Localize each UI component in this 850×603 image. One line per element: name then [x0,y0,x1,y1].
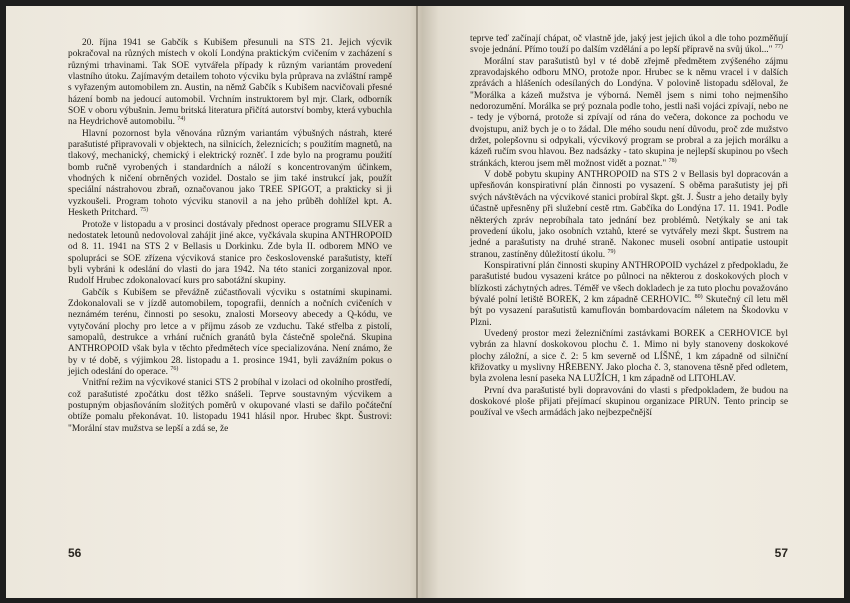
footnote-ref: 80) [694,293,703,300]
paragraph: teprve teď začínají chápat, oč vlastně jde, jaký jest jejich úkol a dle toho pozměňují svoje jednání. Přímo touží po dalším vzdělání a po lepší přípravě na svůj úkol..." $^{77)}$ [470,34,788,56]
right-page-text [470,34,788,420]
left-page-text [68,38,392,435]
page-number: 56 [68,546,82,560]
paragraph: Konspirativní plán činnosti skupiny ANTHROPOID vycházel z předpokladu, že parašutisté budou vysazeni krátce po půlnoci na některou z doskokových ploch v blízkosti záchytných adres. Téměř ve všech dokladech je za tuto plochu považováno bývalé polní letiště BOREK, 2 km západně CERHOVIC. $^{80)}$ Skutečný cíl letu měl být po vysazení parašutistů kamuflován bombardovacím náletem na Škodovku v Plzni. [470,260,789,328]
paragraph: 20. října 1941 se Gabčík s Kubišem přesunuli na STS 21. Jejich výcvik pokračoval na různých místech v okolí Londýna praktickým cvičením v zacházení s různými trhavinami. Tak SOE vytvářela případy k různým variantám provedení vlastního útoku. Zajímavým detailem tohoto výcviku byla průprava na zvláštní rampě s vyřazeným automobilem zn. Austin, na němž Gabčík s Kubišem nacvičovali přesné házení bomb na jedoucí automobil. Vrchním instruktorem byl mjr. Clark, odborník SOE v oboru výbušnin. Jemu britská literatura přičítá autorství bomby, která vybuchla na Heydrichově automobilu. $^{74)}$ [68,38,392,128]
footnote-ref: 79) [607,248,616,255]
paragraph: Uvedený prostor mezi železničními zastávkami BOREK a CERHOVICE byl vybrán za hlavní doskokovou plochu č. 1. Mimo ni byly stanoveny doskokové plochy záložní, a sice č. 2: 5 km severně od LÍŠNÉ, 1 km západně od silniční křižovatky u myslivny HŘEBENY. Jako plocha č. 3, stanovena těsně před odletem, byla zvolena lesní paseka NA LUŽÍCH, 1 km západně od LITOHLAV. [470,328,788,385]
paragraph: První dva parašutisté byli dopravováni do vlasti s předpokladem, že budou na doskokové ploše přijati přejímací skupinou organizace PIRUN. Tento princip se používal ve všech armádách jako nejbezpečnější [470,385,788,419]
left-page [6,6,422,598]
paragraph: Gabčík s Kubišem se převážně zúčastňovali výcviku s ostatními skupinami. Zdokonalovali se v jízdě automobilem, topografii, denních a nočních cvičeních v neznámém terénu, činnosti po sesoku, znalosti Morseovy abecedy a Q-kódu, ve vytyčování plochy pro letce a v příjmu zásob ze vzduchu. Také střelba z pistolí, samopalů, destrukce a vrhání ručních granátů byla částečně společná. Skupina ANTHROPOID však byla v těchto předmětech více specializována. Není známo, že by v té době, s výjimkou 28. listopadu a 1. prosince 1941, byli zavážním pokus o jejich odeslání do operace. $^{76)}$ [68,287,392,377]
footnote-ref: 78) [668,157,677,164]
footnote-ref: 74) [177,116,186,123]
paragraph: Morální stav parašutistů byl v té době zřejmě předmětem zvýšeného zájmu zpravodajského odboru MNO, protože npor. Hrubec se k němu vracel i v dalších zprávách a hlášeních odesílaných do Londýna. V polovině listopadu sděloval, že "Morálka a kázeň mužstva je výborná. Neměl jsem s nimi toho nejmenšího nedorozumění. Morálka se prý poznala podle toho, jestli naši vojáci zpívají, nebo ne - tedy je výborná, protože si zpívají od rána do večera, dokonce za pochodu ve dvojstupu, aniž bych je o to žádal. Dle mého soudu není důvodu, proč zde mužstvo držet, polepšovnu si odpykali, výcvikový program se probral a za jejich morálku a kázeň ručím svou hlavou. Bez nadsázky - tato skupina je nejlepší skupinou po všech stránkách, kterou jsem měl možnost vidět a poznat." $^{78)}$ [470,56,788,169]
book-gutter [416,6,418,598]
footnote-ref: 75) [140,207,149,214]
footnote-ref: 76) [170,365,179,372]
page-number: 57 [774,546,788,560]
right-page [422,6,844,598]
paragraph: Vnitřní režim na výcvikové stanici STS 2 probíhal v izolaci od okolního prostředí, což parašutisté zpočátku dost těžko snášeli. Teprve soustavným výcvikem a postupným objasňováním složitých poměrů v okupované vlasti se dařilo počáteční obtíže pomalu překonávat. 10. listopadu 1941 hlásil npor. Hrubec škpt. Šustrovi: "Morální stav mužstva se lepší a zdá se, že [68,378,392,434]
paragraph: V době pobytu skupiny ANTHROPOID na STS 2 v Bellasis byl dopracován a upřesňován konspirativní plán činnosti po vysazení. S oběma parašutisty jej při svých návštěvách na výcvikové stanici probíral škpt. gšt. J. Šustr a jeho detaily byly účastně upřesněny při služební cestě rtm. Gabčíka do Londýna 17. 11. 1941. Podle některých zpráv neprobíhala tato jednání bez problémů. Netýkaly se ani tak provedení úkolu, jako osobních vztahů, které se vytvářely mezi škpt. Šustrem na jedné a parašutisty na druhé straně. Nakonec museli osobní antipatie ustoupit stranou, zastíněny důležitostí úkolu. $^{79)}$ [470,170,788,260]
paragraph: Hlavní pozornost byla věnována různým variantám výbušných nástrah, které parašutisté připravovali v objektech, na silnicích, železnicích; s použitím magnetů, na tlakový, mechanický, chemický i elektrický rozněť. I zde bylo na programu použití bomb ručně vyrobených i standardních a náloží s koncentrovaným účinkem, vhodných k ničení obrněných vozidel. Dostalo se jim také instrukcí jak, použít speciální nástrahovou zbraň, označovanou jako TREE SPIGOT, a prakticky si ji vyzkoušeli. Program tohoto výcviku stanovil a na jeho průběh dohlížel kpt. A. Hesketh Pritchard. $^{75)}$ [68,128,392,219]
footnote-ref: 77) [774,44,783,51]
book-spread [6,6,844,598]
paragraph: Protože v listopadu a v prosinci dostávaly přednost operace programu SILVER a nedostatek letounů nedovoloval zahájit jiné akce, vyčkávala skupina ANTHROPOID od 8. 11. 1941 na STS 2 v Bellasis u Dorkinku. Zde byla II. odborem MNO ve spolupráci se SOE zřízena výcviková stanice pro československé parašutisty, kteří byli vybráni k odeslání do vlasti do jara 1942. Na této stanici zorganizoval npor. Rudolf Hrubec zdokonalovací kurs pro sabotážní skupiny. [68,219,392,287]
